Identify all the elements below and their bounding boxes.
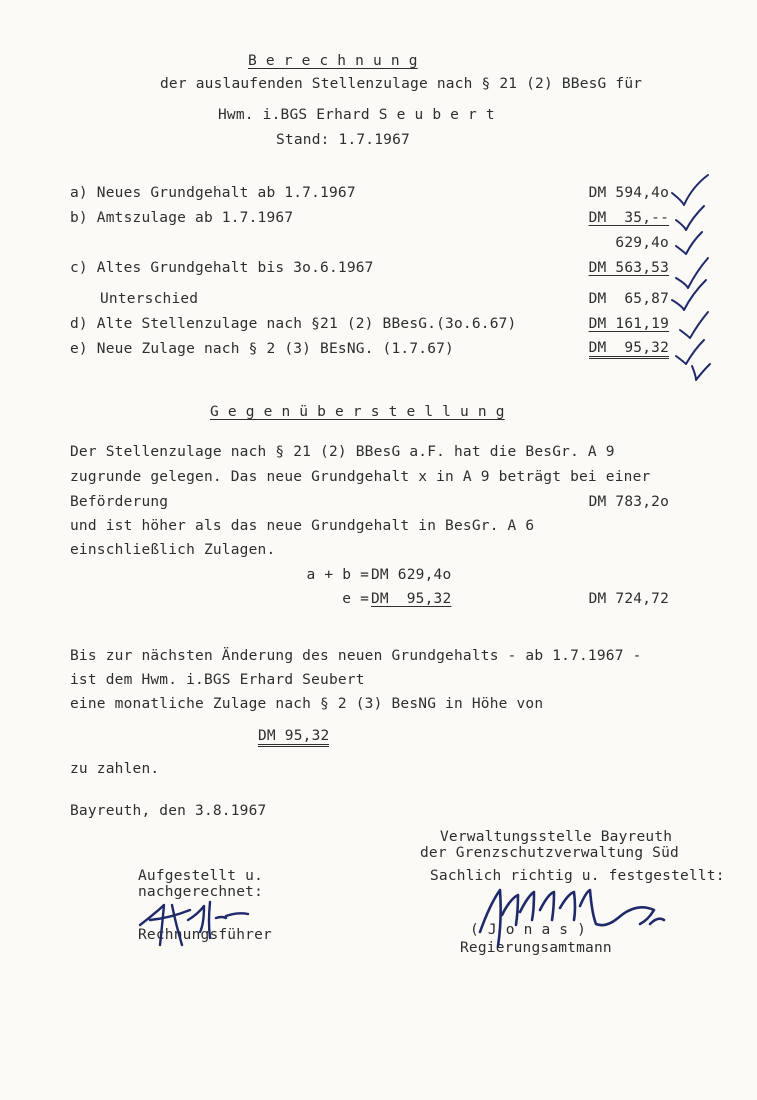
comparison-line-1: Der Stellenzulage nach § 21 (2) BBesG a.F. hat die BesGr. A 9 bbox=[70, 444, 615, 460]
place-date: Bayreuth, den 3.8.1967 bbox=[70, 803, 267, 819]
difference-label: Unterschied bbox=[100, 291, 199, 307]
right-sig-line-1: Sachlich richtig u. festgestellt: bbox=[430, 868, 725, 884]
item-b-label: b) Amtszulage ab 1.7.1967 bbox=[70, 210, 294, 226]
comparison-line-2: zugrunde gelegen. Das neue Grundgehalt x in A 9 beträgt bei einer bbox=[70, 469, 651, 485]
comparison-line-4: und ist höher als das neue Grundgehalt in BesGr. A 6 bbox=[70, 518, 535, 534]
item-a-label: a) Neues Grundgehalt ab 1.7.1967 bbox=[70, 185, 356, 201]
allowance-amount: DM 95,32 bbox=[258, 728, 329, 747]
comparison-total: DM 724,72 bbox=[588, 591, 669, 607]
check-mark-icon bbox=[692, 364, 710, 380]
sum-e-label: e = bbox=[342, 591, 369, 607]
left-sig-role: Rechnungsführer bbox=[138, 927, 272, 943]
left-sig-line-2: nachgerechnet: bbox=[138, 884, 264, 900]
check-mark-icon bbox=[672, 175, 708, 205]
conclusion-line-4: zu zahlen. bbox=[70, 761, 160, 777]
item-d-value: DM 161,19 bbox=[588, 316, 669, 332]
check-mark-icon bbox=[676, 206, 704, 230]
item-e-value: DM 95,32 bbox=[589, 340, 669, 359]
item-e-label: e) Neue Zulage nach § 2 (3) BEsNG. (1.7.67) bbox=[70, 341, 454, 357]
promotion-salary-value: DM 783,2o bbox=[588, 494, 669, 510]
comparison-title: G e g e n ü b e r s t e l l u n g bbox=[210, 404, 505, 420]
right-sig-role: Regierungsamtmann bbox=[460, 940, 612, 956]
conclusion-line-3: eine monatliche Zulage nach § 2 (3) BesNG in Höhe von bbox=[70, 696, 544, 712]
item-b-value: DM 35,-- bbox=[588, 210, 669, 226]
sum-e-amount: DM 95,32 bbox=[371, 591, 452, 607]
check-mark-icon bbox=[676, 340, 704, 364]
item-d-label: d) Alte Stellenzulage nach §21 (2) BBesG.(3o.6.67) bbox=[70, 316, 517, 332]
header-line-1: der auslaufenden Stellenzulage nach § 21 (2) BBesG für bbox=[160, 76, 643, 92]
item-a-value: DM 594,4o bbox=[588, 185, 669, 201]
conclusion-line-1: Bis zur nächsten Änderung des neuen Grundgehalts - ab 1.7.1967 - bbox=[70, 648, 642, 664]
comparison-line-5: einschließlich Zulagen. bbox=[70, 542, 276, 558]
check-mark-icon bbox=[680, 312, 708, 338]
header-date: Stand: 1.7.1967 bbox=[276, 132, 410, 148]
authority-name-2: der Grenzschutzverwaltung Süd bbox=[420, 845, 679, 861]
comparison-line-3: Beförderung bbox=[70, 494, 169, 510]
check-mark-icon bbox=[676, 232, 702, 254]
check-mark-icon bbox=[676, 258, 708, 288]
sum-ab-value: 629,4o bbox=[615, 235, 669, 251]
item-c-value: DM 563,53 bbox=[588, 260, 669, 276]
check-mark-icon bbox=[672, 280, 706, 310]
document-title: B e r e c h n u n g bbox=[248, 53, 418, 69]
left-sig-line-1: Aufgestellt u. bbox=[138, 868, 264, 884]
right-sig-name: ( J o n a s ) bbox=[470, 922, 587, 938]
header-line-2: Hwm. i.BGS Erhard S e u b e r t bbox=[218, 107, 495, 123]
sum-ab-label: a + b = bbox=[306, 567, 369, 583]
difference-value: DM 65,87 bbox=[588, 291, 669, 307]
sum-ab-amount: DM 629,4o bbox=[371, 567, 452, 583]
authority-name-1: Verwaltungsstelle Bayreuth bbox=[440, 829, 673, 845]
conclusion-line-2: ist dem Hwm. i.BGS Erhard Seubert bbox=[70, 672, 365, 688]
item-c-label: c) Altes Grundgehalt bis 3o.6.1967 bbox=[70, 260, 374, 276]
